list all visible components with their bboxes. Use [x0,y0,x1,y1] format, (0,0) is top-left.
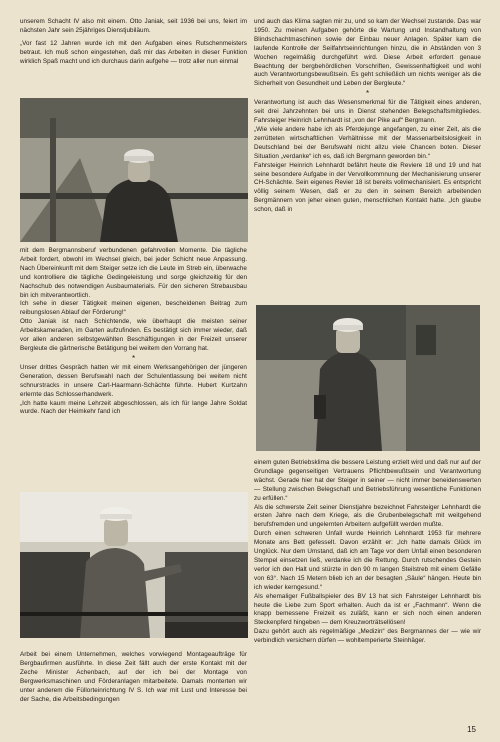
paragraph: Unser drittes Gespräch hatten wir mit einem Werksangehörigen der jüngeren Generation, dessen Berufswahl nach der Schulentlassung bei weitem nicht schnurstracks in unsere Carl-Haarmann-Schächte führte. Hubert Kurtzahn erlernte das Schlosserhandwerk. [20,363,247,398]
photo-heinrich-lehnhardt [256,305,480,451]
paragraph: unserem Schacht IV also mit einem. Otto Janiak, seit 1936 bei uns, feiert im nächsten Jahr sein 25jähriges Dienstjubiläum. [20,18,247,34]
left-column-middle [20,247,247,417]
right-column-bottom [254,459,481,646]
paragraph: Verantwortung ist auch das Wesensmerkmal für die Tätigkeit eines anderen, seit drei Jahrzehnten bei uns in Dienst stehenden Belegschaftsmitgliedes. Fahrsteiger Heinrich Lehnhardt ist „von der Pike auf“ Bergmann. [254,99,481,125]
left-column-bottom [20,651,247,704]
section-separator: * [131,353,136,363]
photo-miner-standing [256,305,480,451]
paragraph: Dazu gehört auch als regelmäßige „Medizin“ des Bergmannes der — wie wir verbindlich versichern dürfen — wohltemperierte Steinhäger. [254,628,481,645]
paragraph: „Wie viele andere habe ich als Pferdejunge angefangen, zu einer Zeit, als die zerrütteten wirtschaftlichen Verhältnisse mit der Massenarbeitslosigkeit in Deutschland bei der Berufswahl nicht allzu viele Chancen boten. Dieser Situation „verdanke“ ich es, daß ich Bergmann geworden bin.“ [254,125,481,160]
paragraph: und auch das Klima sagten mir zu, und so kam der Wechsel zustande. Das war 1950. Zu meinen Aufgaben gehörte die Wartung und Instandhaltung von Blindschachtmaschinen sowie der Einbau neuer Anlagen. Später kam die laufende Kontrolle der Seilfahrtseinrichtungen hinzu, die in Abständen von 3 Wochen regelmäßig durchgeführt wird. Diese Arbeit erfordert genaue Beachtung der bergbehördlichen Vorschriften, Gewissenhaftigkeit und wohl auch Verantwortungsbewußtsein. Es geht schließlich um nichts weniger als die Sicherheit von Gesundheit und Leben der Bergleute.“ [254,18,481,88]
paragraph: Als ehemaliger Fußballspieler des BV 13 hat sich Fahrsteiger Lehnhardt bis heute die Liebe zum Sport erhalten. Auch da ist er „Fachmann“. Wenn die knapp bemessene Freizeit es zuläßt, kann er sich noch einen anderen Steckenpferd hingeben — dem Kreuzworträtsellösen! [254,592,481,627]
photo-miner-portrait [20,98,248,242]
paragraph: Arbeit bei einem Unternehmen, welches vorwiegend Montageaufträge für Bergbaufirmen ausführte. In diese Zeit fällt auch der erste Kontakt mit der Zeche Minister Achenbach, auf der ich bei der Montage von Bergwerksmaschinen und Förderanlagen mitarbeitete. Damals monterten wir unter anderem die Füllorteinrichtung IV S. Ich war mit Lust und Interesse bei der Sache, die Arbeitsbedingungen [20,651,247,703]
paragraph: Als die schwerste Zeit seiner Dienstjahre bezeichnet Fahrsteiger Lehnhardt die ersten Jahre nach dem Kriege, als die Grubenbelegschaft mit weitgehend berufsfremden und ungelernten Arbeitern aufgefüllt werden mußte. [254,503,481,529]
photo-miner-with-cart [20,492,248,638]
paragraph: einem guten Betriebsklima die bessere Leistung erzielt wird und daß nur auf der Grundlage gegenseitigen Vertrauens Pflichtbewußtsein und Verantwortung wächst. Gerade hier hat der Steiger in seiner — nicht immer beneidenswerten — Stellung zwischen Belegschaft und Betriebsführung wesentliche Funktionen zu erfüllen.“ [254,459,481,502]
paragraph: mit dem Bergmannsberuf verbundenen gefahrvollen Momente. Die tägliche Arbeit fordert, obwohl im Wechsel gleich, bei jeder Schicht neue Anpassung. Nach Übereinkunft mit dem Steiger setze ich die Leute im Streb ein, überwache und kontrolliere die tägliche Gedingeleistung und sorge gleichzeitig für den Nachschub des notwendigen Ausbaumaterials. Für den sicheren Strebausbau bin ich mitverantwortlich. [20,247,247,299]
paragraph: Durch einen schweren Unfall wurde Heinrich Lehnhardt 1953 für mehrere Monate ans Bett gefesselt. Davon erzählt er: „Ich hatte damals Glück im Unglück. Nur dem Umstand, daß ich am Tage vor dem Unfall einen besonderen Stempel einsetzen ließ, verdanke ich die Rettung. Durch rutschendes Gestein verlor ich den Halt und stürzte in den 90 m langen Steilstreb mit einem Gefälle von 63°. Nach 15 Metern blieb ich an der besagten „Säule“ hängen. Heute bin ich wieder kerngesund.“ [254,530,481,591]
paragraph: „Ich hatte kaum meine Lehrzeit abgeschlossen, als ich für lange Jahre Soldat wurde. Nach der Heimkehr fand ich [20,399,247,416]
paragraph: „Vor fast 12 Jahren wurde ich mit den Aufgaben eines Rutschenmeisters betraut. Ich muß schon eingestehen, daß mir das Arbeiten in dieser Funktion wirklich Spaß macht und ich durchaus darin aufgehe — trotz aller nun einmal [20,39,247,65]
paragraph: Ich sehe in dieser Tätigkeit meinen eigenen, bescheidenen Beitrag zum reibungslosen Ablauf der Förderung!“ [20,300,247,317]
paragraph: Otto Janiak ist nach Schichtende, wie überhaupt die meisten seiner Arbeitskameraden, im Garten aufzufinden. Es bestätigt sich immer wieder, daß vor allen anderen selbstgewählten Beschäftigungen in der Freizeit unserer Bergleute die gärtnerische Betätigung bei weitem den Vorrang hat. [20,318,247,352]
paragraph: Fahrsteiger Heinrich Lehnhardt befährt heute die Reviere 18 und 19 und hat seine besondere Aufgabe in der Vervollkommnung der Mechanisierung unserer CH-Schächte. Sein eigenes Revier 18 ist bereits vollmechanisiert. Es entspricht völlig seinem Wesen, daß er zu den in seinem Bereich arbeitenden Bergmännern von jeher einen guten, menschlichen Kontakt hatte. „Ich glaube schon, daß in [254,161,481,214]
section-separator: * [365,89,370,99]
left-column-top [20,18,247,67]
photo-hubert-kurtzahn [20,492,248,638]
photo-otto-janiak [20,98,248,242]
right-column-top [254,18,481,215]
page-number: 15 [467,725,476,734]
